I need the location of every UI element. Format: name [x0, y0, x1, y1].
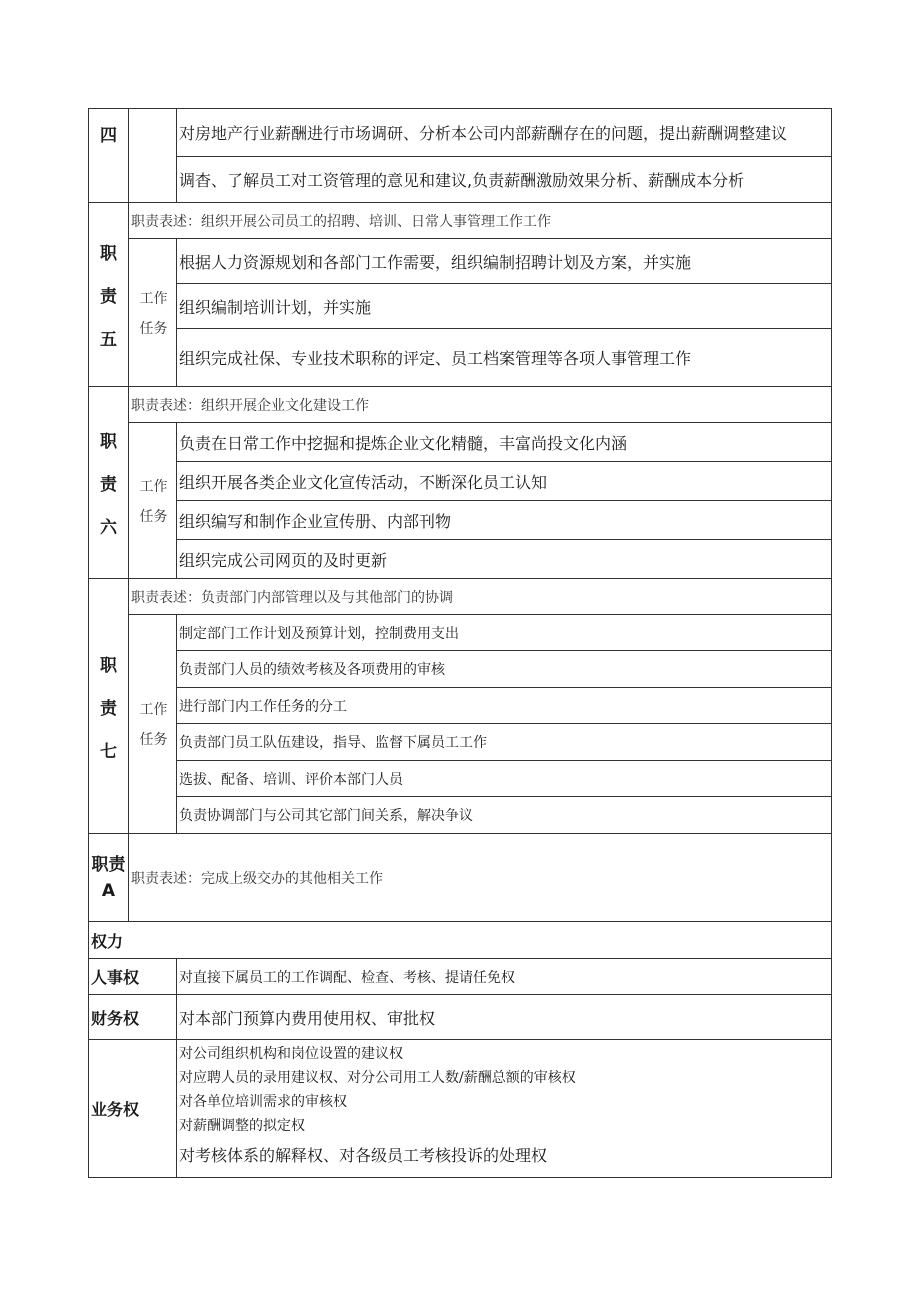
- duty6-item-1: 负责在日常工作中挖掘和提炼企业文化精髓，丰富尚投文化内涵: [177, 423, 832, 462]
- duty8-label: [89, 834, 129, 922]
- duty6-item-3: 组织编写和制作企业宣传册、内部刊物: [177, 501, 832, 540]
- duty6-item-2: 组织开展各类企业文化宣传活动，不断深化员工认知: [177, 462, 832, 501]
- duty5-desc: 职责表述：组织开展公司员工的招聘、培训、日常人事管理工作工作: [129, 203, 832, 239]
- duty7-task-row-4: [89, 724, 832, 761]
- duty7-item-2: 负责部门人员的绩效考核及各项费用的审核: [177, 651, 832, 688]
- duty5-task-row-1: [89, 239, 832, 284]
- powers-title-row: [89, 922, 832, 959]
- duty7-task-row-6: [89, 797, 832, 834]
- duty5-label-char-2: 责: [100, 287, 117, 307]
- duty5-task-label: [129, 239, 177, 387]
- duty7-task-label: [129, 615, 177, 834]
- duty4-label: 四: [89, 109, 129, 203]
- powers-title: 权力: [89, 922, 832, 959]
- duty6-label-char-1: 职: [100, 432, 117, 452]
- personnel-power-row: [89, 959, 832, 995]
- duty8-row: [89, 834, 832, 922]
- duty4-item-1: 对房地产行业薪酬进行市场调研、分析本公司内部薪酬存在的问题，提出薪酬调整建议: [177, 109, 832, 157]
- duty6-task-row-4: [89, 540, 832, 579]
- duty6-label: [89, 387, 129, 579]
- duty7-label-char-2: 责: [100, 698, 117, 719]
- duty5-task-label-1: 工作: [139, 290, 168, 307]
- duty6-task-label-1: 工作: [139, 478, 168, 495]
- duty6-item-4: 组织完成公司网页的及时更新: [177, 540, 832, 579]
- duty7-task-row-5: [89, 761, 832, 797]
- personnel-power-label: 人事权: [89, 959, 177, 995]
- duty7-label-char-1: 职: [100, 655, 117, 676]
- duty6-label-char-3: 六: [100, 518, 117, 538]
- duty7-label: [89, 579, 129, 834]
- duty7-desc-row: [89, 579, 832, 615]
- business-power-list: [177, 1040, 832, 1178]
- finance-power-text: 对本部门预算内费用使用权、审批权: [177, 995, 832, 1040]
- duty6-task-label-2: 任务: [139, 508, 168, 525]
- duty5-label: [89, 203, 129, 387]
- duty6-desc-row: [89, 387, 832, 423]
- duty6-task-row-2: [89, 462, 832, 501]
- duty7-task-label-2: 任务: [139, 732, 168, 748]
- duty8-label-line-2: A: [101, 880, 116, 901]
- finance-power-row: [89, 995, 832, 1040]
- duty7-task-row-1: [89, 615, 832, 651]
- business-power-item-4: 对薪酬调整的拟定权: [179, 1118, 305, 1134]
- duty7-item-4: 负责部门员工队伍建设，指导、监督下属员工工作: [177, 724, 832, 761]
- business-power-item-3: 对各单位培训需求的审核权: [179, 1094, 347, 1110]
- duty6-desc: 职责表述：组织开展企业文化建设工作: [129, 387, 832, 423]
- duty7-item-5: 选拔、配备、培训、评价本部门人员: [177, 761, 832, 797]
- duty4-row-1: [89, 109, 832, 157]
- business-power-item-1: 对公司组织机构和岗位设置的建议权: [179, 1046, 403, 1062]
- duty8-desc: 职责表述：完成上级交办的其他相关工作: [129, 834, 832, 922]
- duty7-item-3: 进行部门内工作任务的分工: [177, 688, 832, 724]
- duty6-task-row-3: [89, 501, 832, 540]
- duty7-label-char-3: 七: [100, 741, 117, 762]
- duty4-row-2: [89, 157, 832, 203]
- duty5-label-char-3: 五: [100, 330, 117, 350]
- duty5-item-1: 根据人力资源规划和各部门工作需要，组织编制招聘计划及方案，并实施: [177, 239, 832, 284]
- business-power-item-2: 对应聘人员的录用建议权、对分公司用工人数/薪酬总额的审核权: [179, 1070, 576, 1086]
- duty7-task-row-2: [89, 651, 832, 688]
- duty6-label-char-2: 责: [100, 475, 117, 495]
- duty8-label-line-1: 职责: [91, 854, 126, 875]
- duty4-task-cell: [129, 109, 177, 203]
- duty5-desc-row: [89, 203, 832, 239]
- job-description-table: [88, 108, 832, 1178]
- duty7-item-1: 制定部门工作计划及预算计划，控制费用支出: [177, 615, 832, 651]
- duty5-item-2: 组织编制培训计划，并实施: [177, 284, 832, 329]
- duty5-task-label-2: 任务: [139, 320, 168, 337]
- business-power-row: [89, 1040, 832, 1178]
- duty6-task-label: [129, 423, 177, 579]
- duty7-task-label-1: 工作: [139, 702, 168, 718]
- duty5-task-row-3: [89, 329, 832, 387]
- personnel-power-text: 对直接下属员工的工作调配、检查、考核、提请任免权: [177, 959, 832, 995]
- duty5-task-row-2: [89, 284, 832, 329]
- finance-power-label: 财务权: [89, 995, 177, 1040]
- duty7-task-row-3: [89, 688, 832, 724]
- duty7-item-6: 负责协调部门与公司其它部门间关系，解决争议: [177, 797, 832, 834]
- duty5-item-3: 组织完成社保、专业技术职称的评定、员工档案管理等各项人事管理工作: [177, 329, 832, 387]
- duty5-label-char-1: 职: [100, 244, 117, 264]
- duty6-task-row-1: [89, 423, 832, 462]
- duty4-item-2: 调杳、了解员工对工资管理的意见和建议,负责薪酬激励效果分析、薪酬成本分析: [177, 157, 832, 203]
- business-power-label: 业务权: [89, 1040, 177, 1178]
- duty7-desc: 职责表述：负责部门内部管理以及与其他部门的协调: [129, 579, 832, 615]
- business-power-item-5: 对考核体系的解释权、对各级员工考核投诉的处理权: [179, 1146, 548, 1165]
